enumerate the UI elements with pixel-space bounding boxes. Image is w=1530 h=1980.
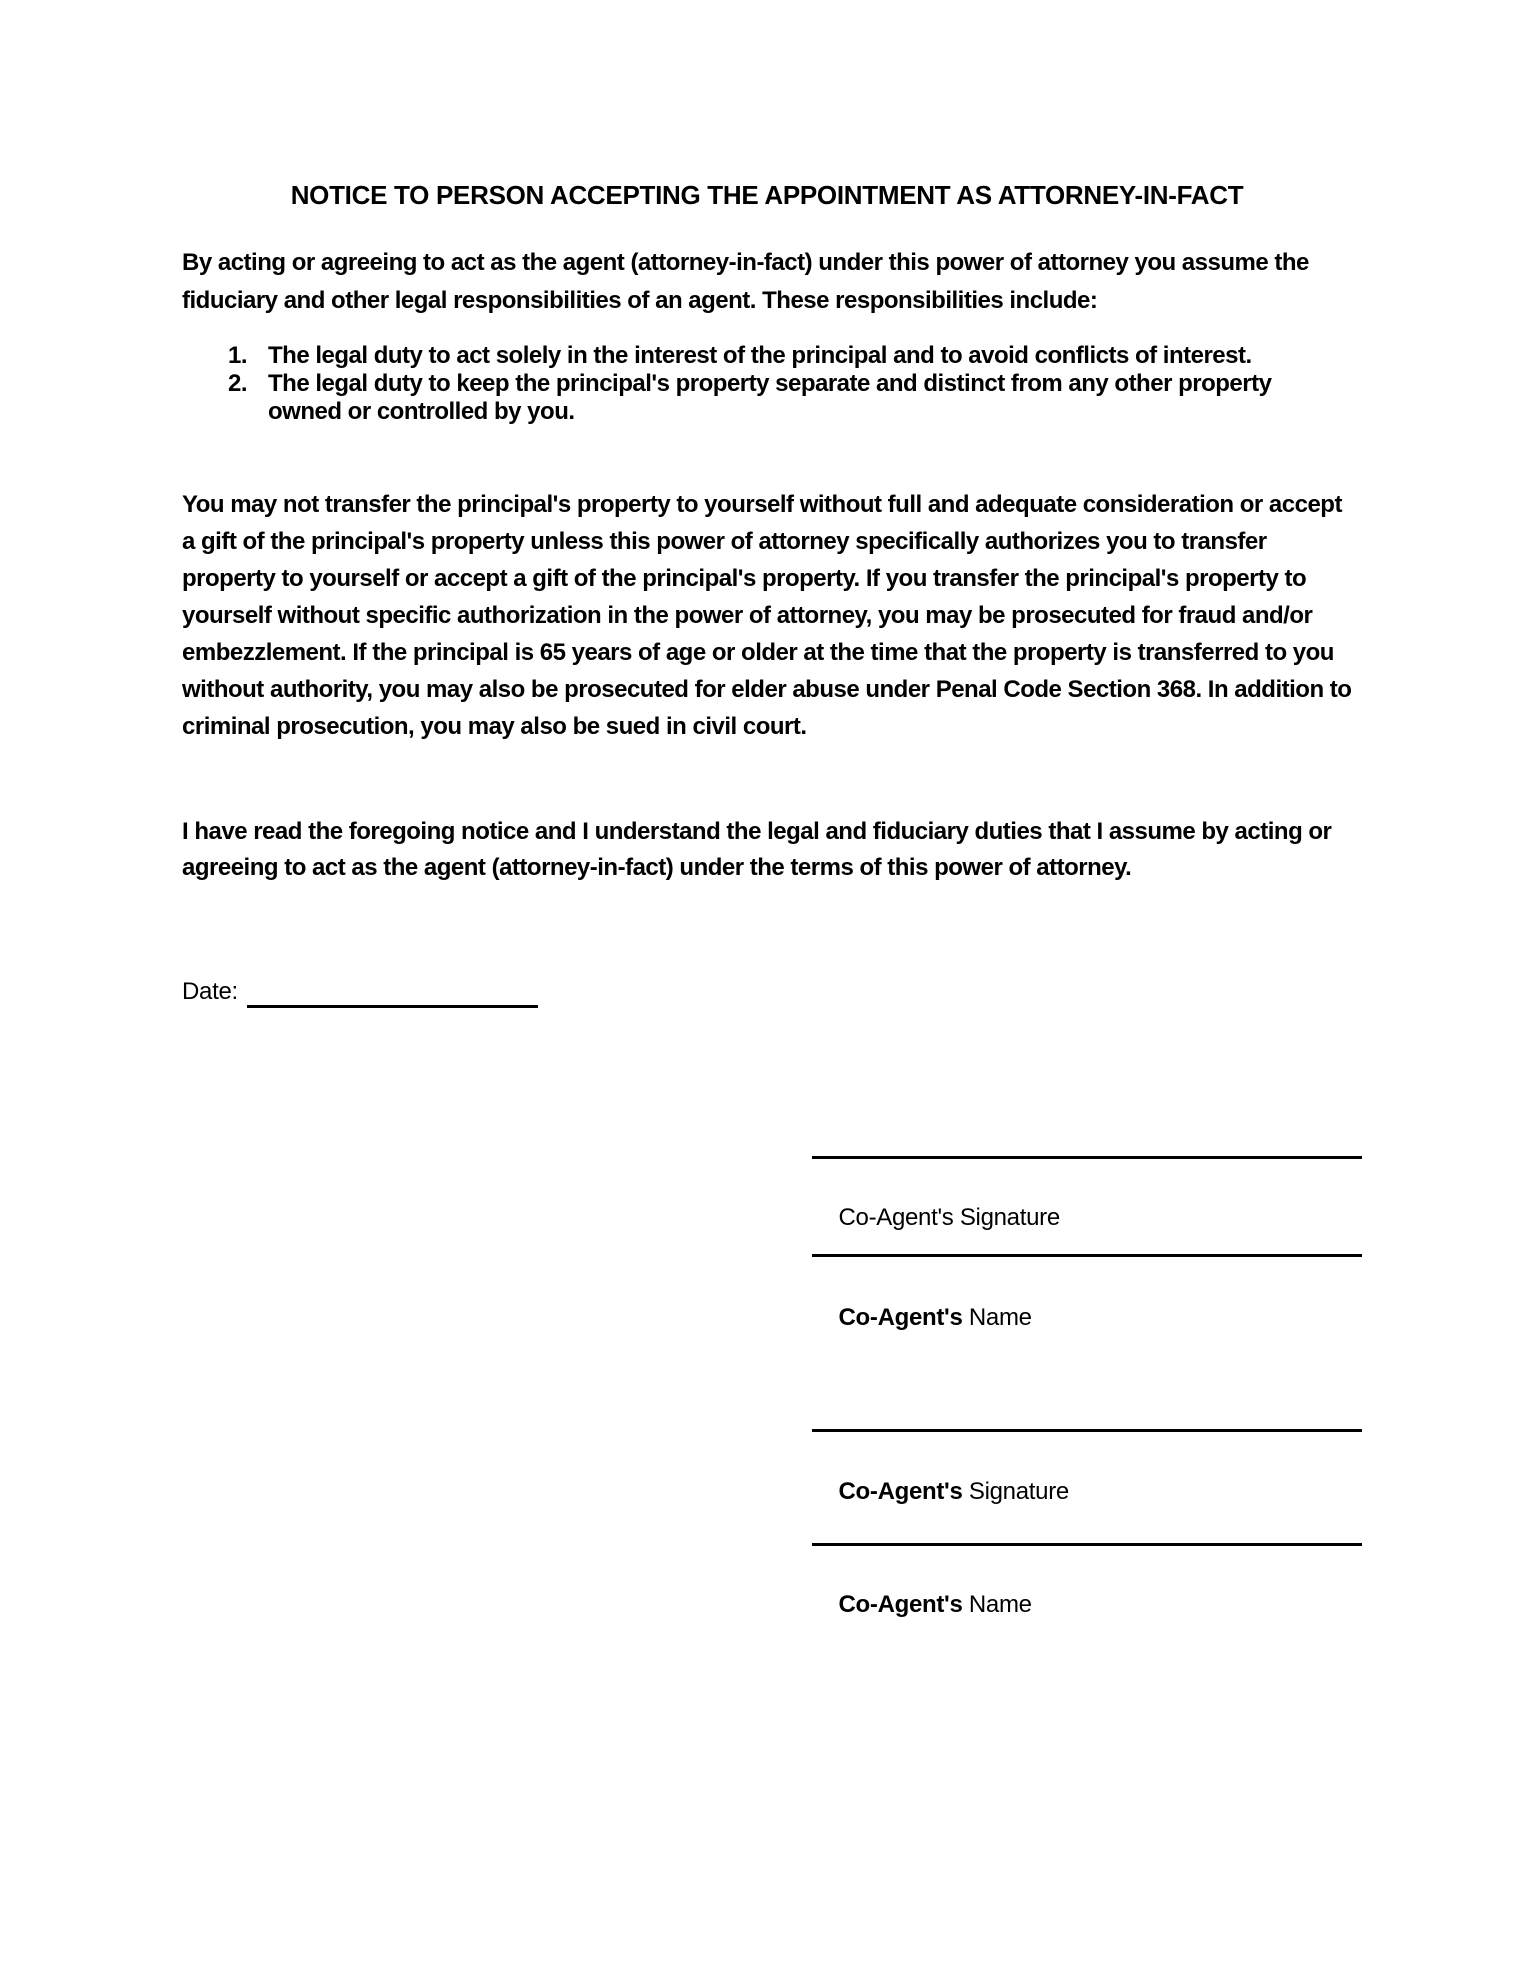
duty-item-1 (228, 342, 1350, 370)
coagent-name-label-2 (813, 1563, 1373, 1647)
coagent-signature-line-1[interactable] (812, 1156, 1362, 1159)
acknowledgement-paragraph: I have read the foregoing notice and I understand the legal and fiduciary duties that I assume by acting or agreeing to act as the agent (attorney-in-fact) under the terms of this power of attorney. (182, 818, 1332, 881)
coagent-signature-label-1-text: Co-Agent's Signature (838, 1204, 1060, 1231)
coagent-signature-line-2[interactable] (812, 1429, 1362, 1432)
intro-paragraph: By acting or agreeing to act as the agent (attorney-in-fact) under this power of attorney you assume the fiduciary and other legal responsibilities of an agent. These responsibilities include: (182, 249, 1309, 314)
warning-paragraph: You may not transfer the principal's property to yourself without full and adequate consideration or accept a gift of the principal's property unless this power of attorney specifically authorizes you to transfer property to yourself or accept a gift of the principal's property. If you transfer the principal's property to yourself without specific authorization in the power of attorney, you may be prosecuted for fraud and/or embezzlement. If the principal is 65 years of age or older at the time that the property is transferred to you without authority, you may also be prosecuted for elder abuse under Penal Code Section 368. In addition to criminal prosecution, you may also be sued in civil court. (182, 491, 1352, 740)
duties-list (228, 342, 1350, 426)
duty-text-1: The legal duty to act solely in the interest of the principal and to avoid conflicts of interest. (268, 342, 1252, 369)
duty-number-2: 2. (228, 370, 248, 397)
date-fill-line[interactable] (247, 1005, 538, 1008)
coagent-name-label-1 (813, 1276, 1373, 1360)
duty-item-2 (228, 370, 1350, 426)
document-title: NOTICE TO PERSON ACCEPTING THE APPOINTMENT AS ATTORNEY-IN-FACT (290, 180, 1244, 210)
coagent-signature-label-2 (813, 1450, 1373, 1534)
coagent-name-label-2-bold: Co-Agent's (838, 1591, 963, 1618)
coagent-name-label-2-text: Name (962, 1591, 1032, 1618)
coagent-signature-label-2-bold: Co-Agent's (838, 1478, 963, 1505)
coagent-name-line-2[interactable] (812, 1543, 1362, 1546)
coagent-name-label-1-bold: Co-Agent's (838, 1304, 963, 1331)
coagent-signature-label-2-text: Signature (962, 1478, 1069, 1505)
coagent-signature-label-1 (813, 1176, 1373, 1260)
duty-number-1: 1. (228, 342, 248, 369)
date-label: Date: (182, 978, 238, 1005)
coagent-name-label-1-text: Name (962, 1304, 1032, 1331)
coagent-name-line-1[interactable] (812, 1254, 1362, 1257)
duty-text-2: The legal duty to keep the principal's property separate and distinct from any other property owned or controlled by you. (268, 370, 1272, 425)
